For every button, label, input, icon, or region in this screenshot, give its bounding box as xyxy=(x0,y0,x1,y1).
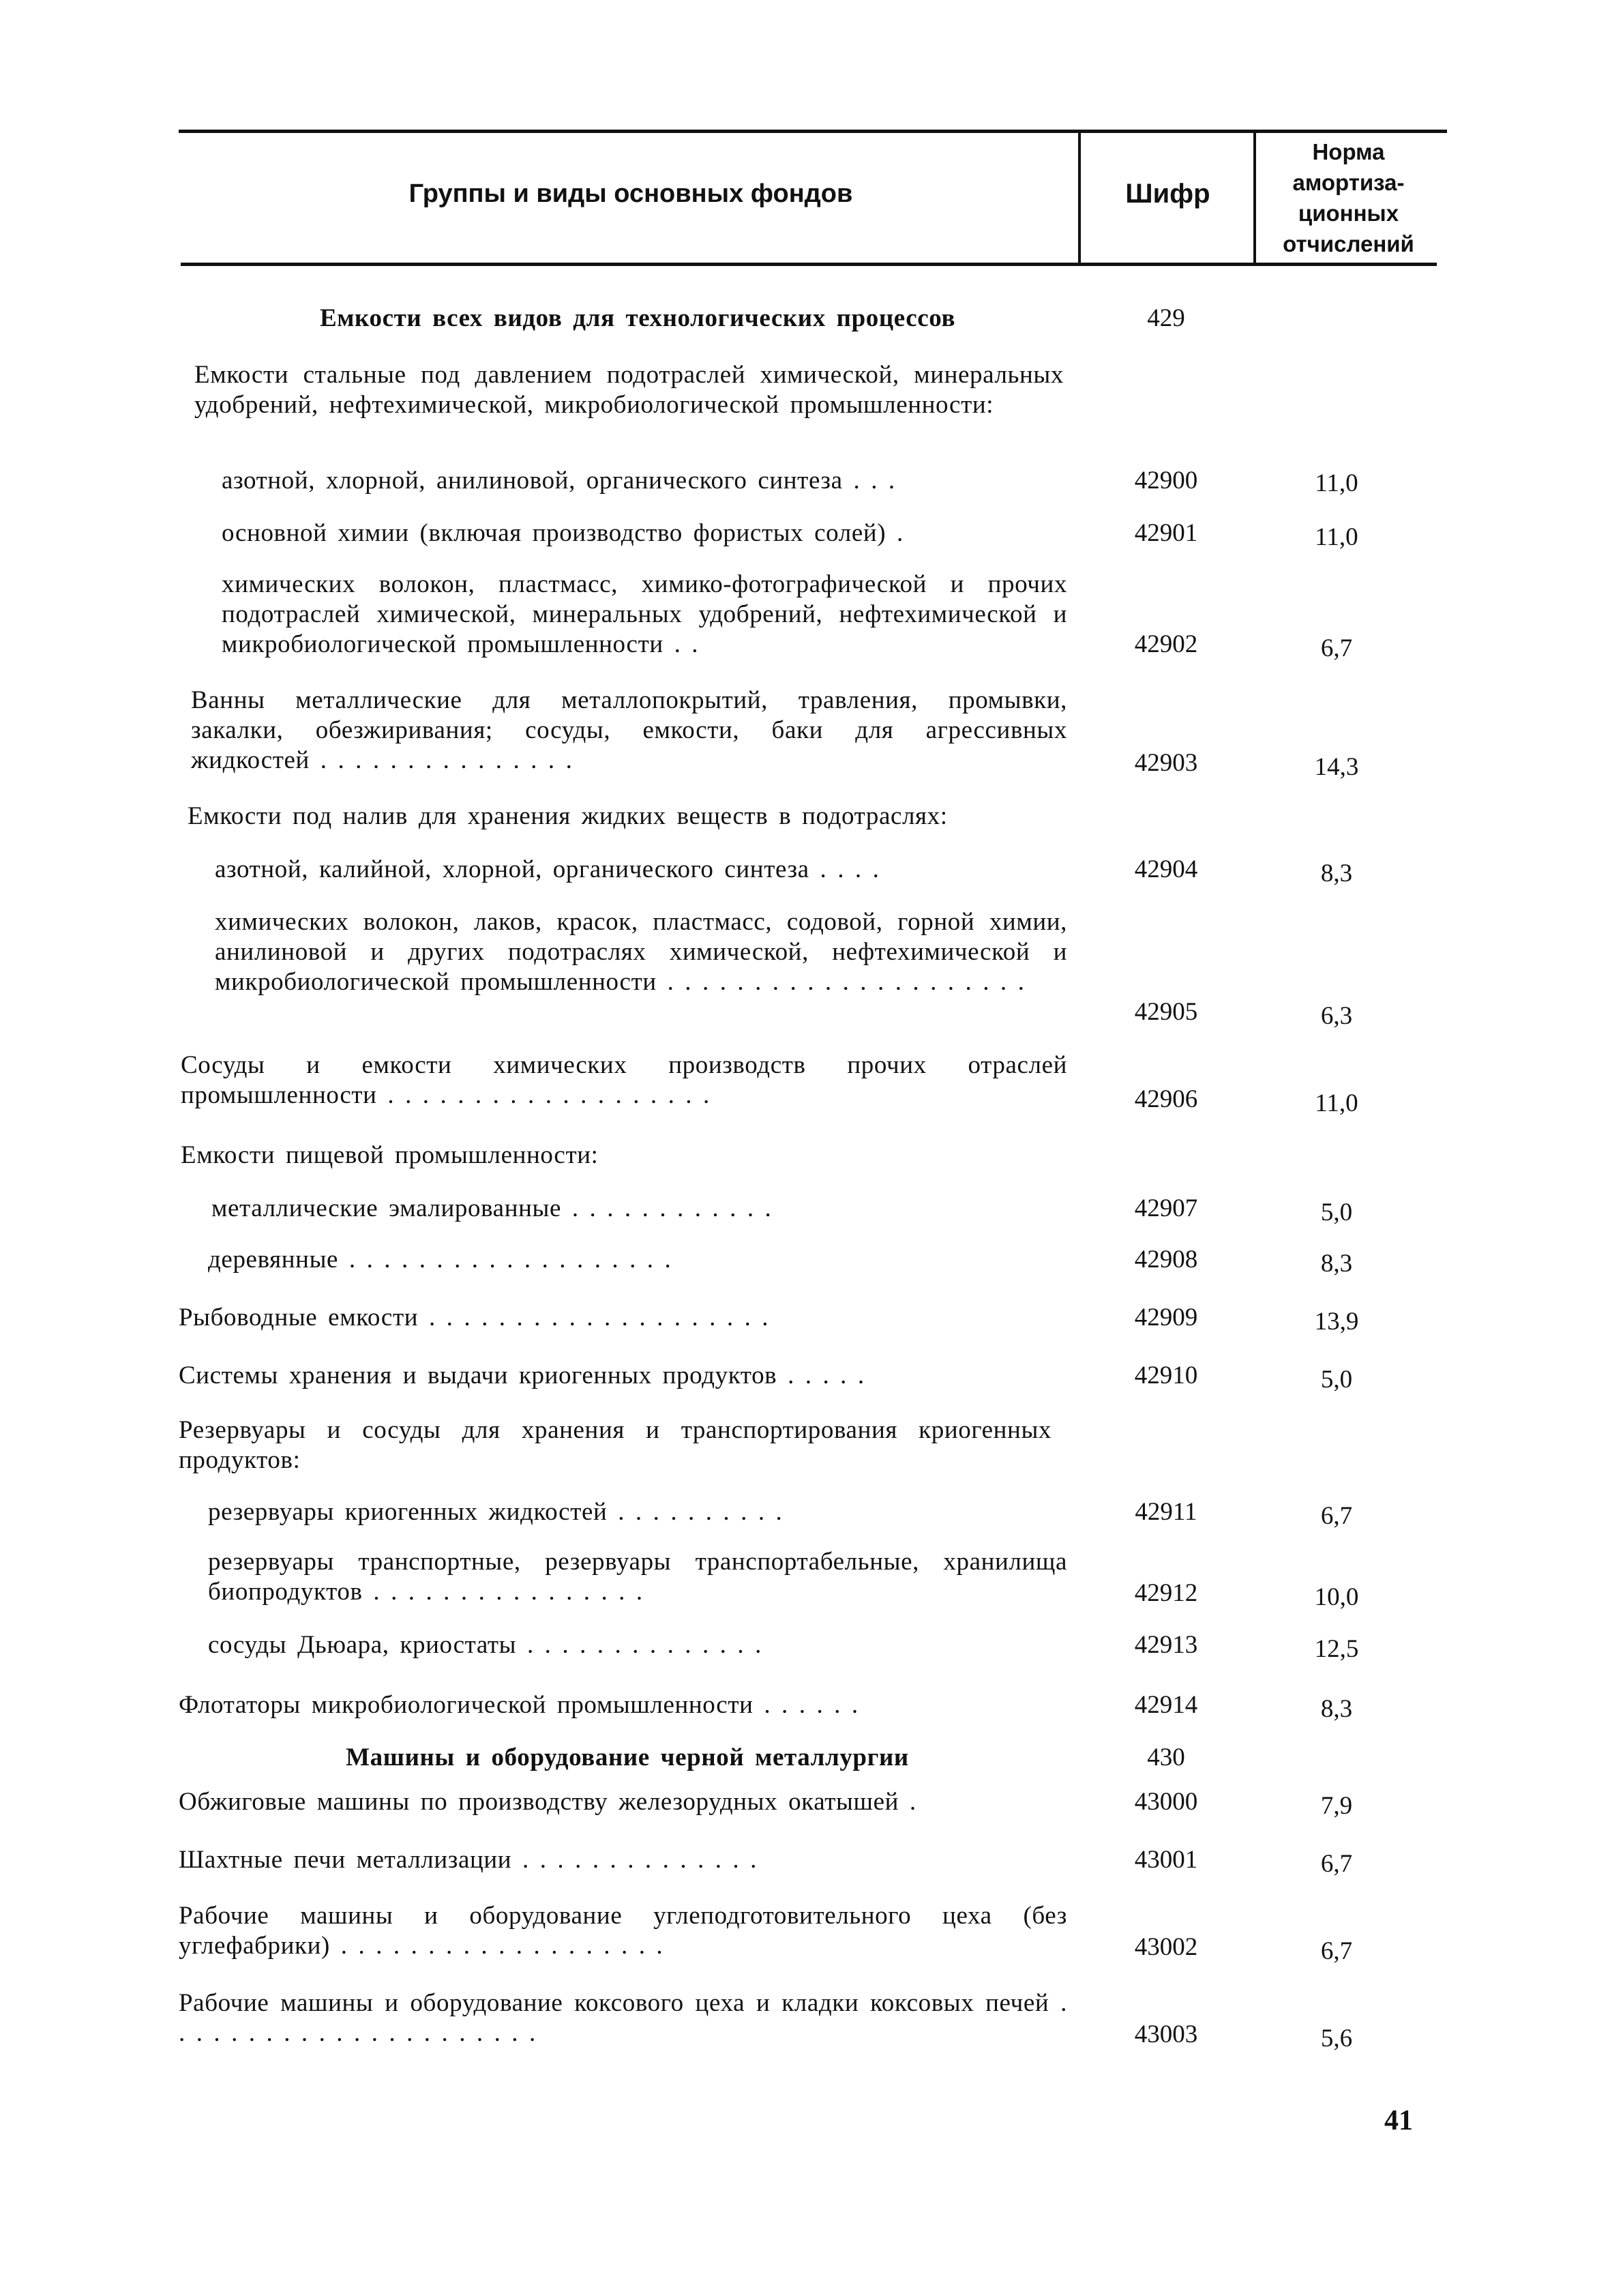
row-name: резервуары криогенных жидкостей . . . . . . . . . . xyxy=(208,1498,783,1526)
header-divider-1 xyxy=(1078,132,1081,265)
row-name: азотной, калийной, хлорной, органического синтеза . . . . xyxy=(215,855,880,883)
row-name: основной химии (включая производство фористых солей) . xyxy=(222,519,904,547)
row-rate: 6,3 xyxy=(1320,1002,1353,1030)
row-code: 43001 xyxy=(1134,1846,1198,1874)
row-name: Флотаторы микробиологической промышленности . . . . . . xyxy=(179,1691,859,1719)
row-rate: 11,0 xyxy=(1315,469,1358,497)
row-rate: 6,7 xyxy=(1320,1937,1353,1965)
row-rate: 8,3 xyxy=(1320,1250,1353,1278)
row-name: Резервуары и сосуды для хранения и транспортирования криогенных продуктов: xyxy=(179,1416,1052,1474)
row-rate: 6,7 xyxy=(1320,1850,1353,1878)
row-rate: 5,6 xyxy=(1320,2025,1353,2052)
row-code: 42906 xyxy=(1134,1085,1198,1113)
row-code: 42903 xyxy=(1134,749,1198,777)
header-bottom-rule xyxy=(181,263,1437,266)
row-code: 42910 xyxy=(1134,1362,1198,1389)
row-code: 42900 xyxy=(1134,467,1198,495)
row-name: Емкости под налив для хранения жидких веществ в подотраслях: xyxy=(188,802,948,830)
row-code: 42912 xyxy=(1134,1579,1198,1607)
row-rate: 11,0 xyxy=(1315,1089,1358,1117)
row-rate: 8,3 xyxy=(1320,1695,1353,1723)
row-name: азотной, хлорной, анилиновой, органического синтеза . . . xyxy=(222,467,895,495)
header-divider-2 xyxy=(1253,132,1256,265)
row-rate: 7,9 xyxy=(1320,1792,1353,1820)
row-code: 429 xyxy=(1147,304,1185,332)
header-top-rule xyxy=(179,130,1447,133)
row-rate: 6,7 xyxy=(1320,1502,1353,1530)
row-rate: 13,9 xyxy=(1314,1308,1359,1336)
header-groups: Группы и виды основных фондов xyxy=(408,179,853,208)
row-rate: 5,0 xyxy=(1320,1366,1353,1394)
row-name: Ванны металлические для металлопокрытий, травления, промывки, закалки, обезжиривания; сосуды, емкости, баки для агрессивных жидкостей . . . . . . . . . . . . . . . xyxy=(191,686,1067,774)
row-code: 42902 xyxy=(1134,630,1198,658)
page-number: 41 xyxy=(1384,2105,1413,2136)
row-code: 42907 xyxy=(1134,1194,1198,1222)
row-name: Шахтные печи металлизации . . . . . . . . . . . . . . xyxy=(179,1846,757,1874)
section-title: Машины и оборудование черной металлургии xyxy=(346,1743,909,1771)
row-name: сосуды Дьюара, криостаты . . . . . . . . . . . . . . xyxy=(208,1631,762,1659)
row-code: 42904 xyxy=(1134,855,1198,883)
row-code: 43003 xyxy=(1134,2020,1198,2048)
row-name: Рабочие машины и оборудование коксового цеха и кладки коксовых печей . . . . . . . . . . . . . . . . . . . . . . xyxy=(179,1989,1067,2047)
row-name: Системы хранения и выдачи криогенных продуктов . . . . . xyxy=(179,1362,865,1389)
row-code: 42913 xyxy=(1134,1631,1198,1659)
row-rate: 8,3 xyxy=(1320,859,1353,887)
row-rate: 12,5 xyxy=(1314,1635,1359,1663)
row-name: химических волокон, лаков, красок, пластмасс, содовой, горной химии, анилиновой и других подотраслях химической, нефтехимической и микробиологической промышленности . . . . . . . . . . . . . . . . . . . . . xyxy=(215,908,1067,996)
row-code: 43002 xyxy=(1134,1933,1198,1961)
row-code: 42909 xyxy=(1134,1304,1198,1331)
row-code: 43000 xyxy=(1134,1788,1198,1816)
row-name: Обжиговые машины по производству железорудных окатышей . xyxy=(179,1788,916,1816)
row-name: деревянные . . . . . . . . . . . . . . . . . . . xyxy=(208,1246,672,1274)
row-code: 42905 xyxy=(1134,998,1198,1026)
row-rate: 14,3 xyxy=(1314,753,1359,781)
row-code: 42908 xyxy=(1134,1246,1198,1274)
row-code: 430 xyxy=(1147,1743,1185,1771)
row-name: Рабочие машины и оборудование углеподготовительного цеха (без углефабрики) . . . . . . . . . . . . . . . . . . . xyxy=(179,1902,1067,1960)
row-name: Емкости пищевой промышленности: xyxy=(181,1141,599,1169)
row-name: металлические эмалированные . . . . . . . . . . . . xyxy=(211,1194,772,1222)
section-title: Емкости всех видов для технологических процессов xyxy=(319,304,956,332)
row-rate: 6,7 xyxy=(1320,634,1353,662)
row-name: Рыбоводные емкости . . . . . . . . . . . . . . . . . . . . xyxy=(179,1304,769,1331)
row-name: Емкости стальные под давлением подотраслей химической, минеральных удобрений, нефтехимической, микробиологической промышленности: xyxy=(194,361,1064,419)
row-code: 42911 xyxy=(1135,1498,1197,1526)
row-code: 42914 xyxy=(1134,1691,1198,1719)
header-code: Шифр xyxy=(1125,179,1210,209)
row-name: химических волокон, пластмасс, химико-фотографической и прочих подотраслей химической, минеральных удобрений, нефтехимической и микробиологической промышленности . . xyxy=(222,570,1067,658)
row-code: 42901 xyxy=(1134,519,1198,547)
row-name: Сосуды и емкости химических производств прочих отраслей промышленности . . . . . . . . . . . . . . . . . . . xyxy=(181,1051,1067,1109)
header-rate: Норма амортиза- ционных отчислений xyxy=(1283,139,1414,256)
row-rate: 10,0 xyxy=(1314,1583,1359,1611)
row-name: резервуары транспортные, резервуары транспортабельные, хранилища биопродуктов . . . . . . . . . . . . . . . . xyxy=(208,1548,1067,1606)
row-rate: 5,0 xyxy=(1320,1198,1353,1226)
row-rate: 11,0 xyxy=(1315,523,1358,551)
